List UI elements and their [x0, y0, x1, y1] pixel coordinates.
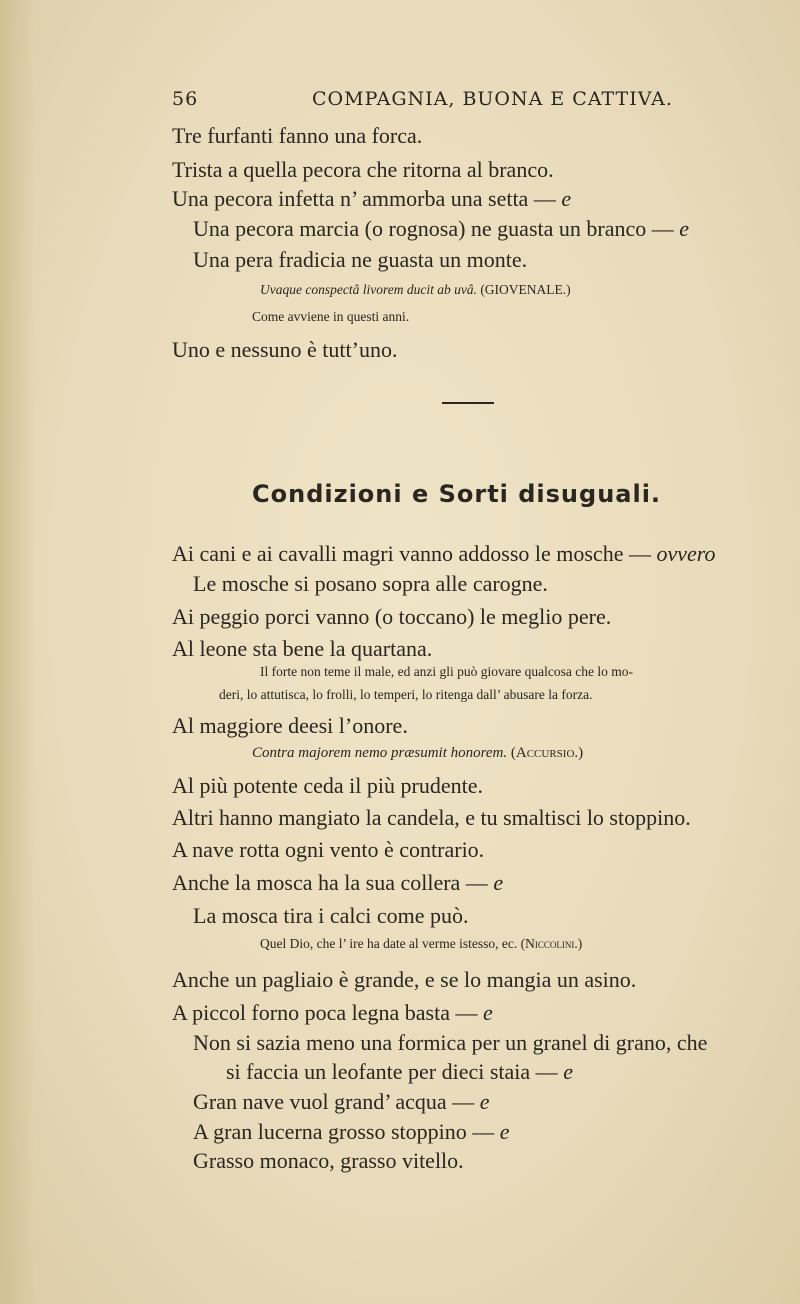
note-line: Quel Dio, che l’ ire ha date al verme istesso, ec. (Niccolini.) [260, 936, 583, 951]
conjunction: e [563, 1059, 573, 1084]
conjunction: e [499, 1119, 510, 1144]
proverb-line: Una pecora marcia (o rognosa) ne guasta un branco — e [193, 216, 690, 241]
note-line: deri, lo attutisca, lo frolli, lo temperi, lo ritenga dall’ abusare la forza. [219, 687, 593, 702]
proverb-line: Ai cani e ai cavalli magri vanno addosso le mosche — ovvero [172, 541, 716, 566]
proverb-line: Una pera fradicia ne guasta un monte. [193, 247, 528, 272]
page-shadow [0, 0, 36, 1304]
quote-source: (Accursio.) [510, 745, 584, 761]
conjunction: e [561, 186, 572, 211]
proverb-line: si faccia un leofante per dieci staia — e [226, 1059, 573, 1084]
proverb-line: Al leone sta bene la quartana. [172, 636, 433, 661]
proverb-line: A nave rotta ogni vento è contrario. [172, 837, 485, 862]
page-number: 56 [172, 88, 199, 110]
latin-quote: Contra majorem nemo præsumit honorem. (Accursio.) [252, 745, 584, 761]
proverb-line: Trista a quella pecora che ritorna al branco. [172, 157, 554, 182]
running-title: COMPAGNIA, BUONA E CATTIVA. [312, 88, 673, 110]
proverb-line: Al più potente ceda il più prudente. [172, 773, 483, 798]
note-line: Il forte non teme il male, ed anzi gli può giovare qualcosa che lo mo- [260, 664, 633, 679]
conjunction: ovvero [656, 541, 716, 566]
section-title: Condizioni e Sorti disuguali. [252, 480, 662, 508]
proverb-line: Le mosche si posano sopra alle carogne. [193, 571, 548, 596]
proverb-line: Uno e nessuno è tutt’uno. [172, 337, 398, 362]
proverb-line: Non si sazia meno una formica per un granel di grano, che [193, 1030, 708, 1055]
quote-source: (GIOVENALE.) [480, 282, 571, 297]
proverb-line: A piccol forno poca legna basta — e [172, 1000, 493, 1025]
conjunction: e [493, 870, 504, 895]
proverb-line: Anche la mosca ha la sua collera — e [172, 870, 504, 895]
conjunction: e [482, 1000, 493, 1025]
note-line: Come avviene in questi anni. [252, 309, 410, 324]
conjunction: e [479, 1089, 490, 1114]
proverb-line: Tre furfanti fanno una forca. [172, 123, 423, 148]
proverb-line: Ai peggio porci vanno (o toccano) le meglio pere. [172, 604, 612, 629]
proverb-line: Al maggiore deesi l’onore. [172, 713, 408, 738]
proverb-line: Altri hanno mangiato la candela, e tu smaltisci lo stoppino. [172, 805, 691, 830]
section-divider [442, 402, 494, 404]
conjunction: e [679, 216, 690, 241]
proverb-line: Una pecora infetta n’ ammorba una setta — e [172, 186, 572, 211]
proverb-line: La mosca tira i calci come può. [193, 903, 469, 928]
latin-quote: Uvaque conspectâ livorem ducit ab uvâ. (GIOVENALE.) [260, 282, 571, 297]
proverb-line: A gran lucerna grosso stoppino — e [193, 1119, 510, 1144]
proverb-line: Grasso monaco, grasso vitello. [193, 1148, 464, 1173]
quote-source: (Niccolini.) [520, 936, 583, 951]
proverb-line: Gran nave vuol grand’ acqua — e [193, 1089, 490, 1114]
proverb-line: Anche un pagliaio è grande, e se lo mangia un asino. [172, 967, 637, 992]
